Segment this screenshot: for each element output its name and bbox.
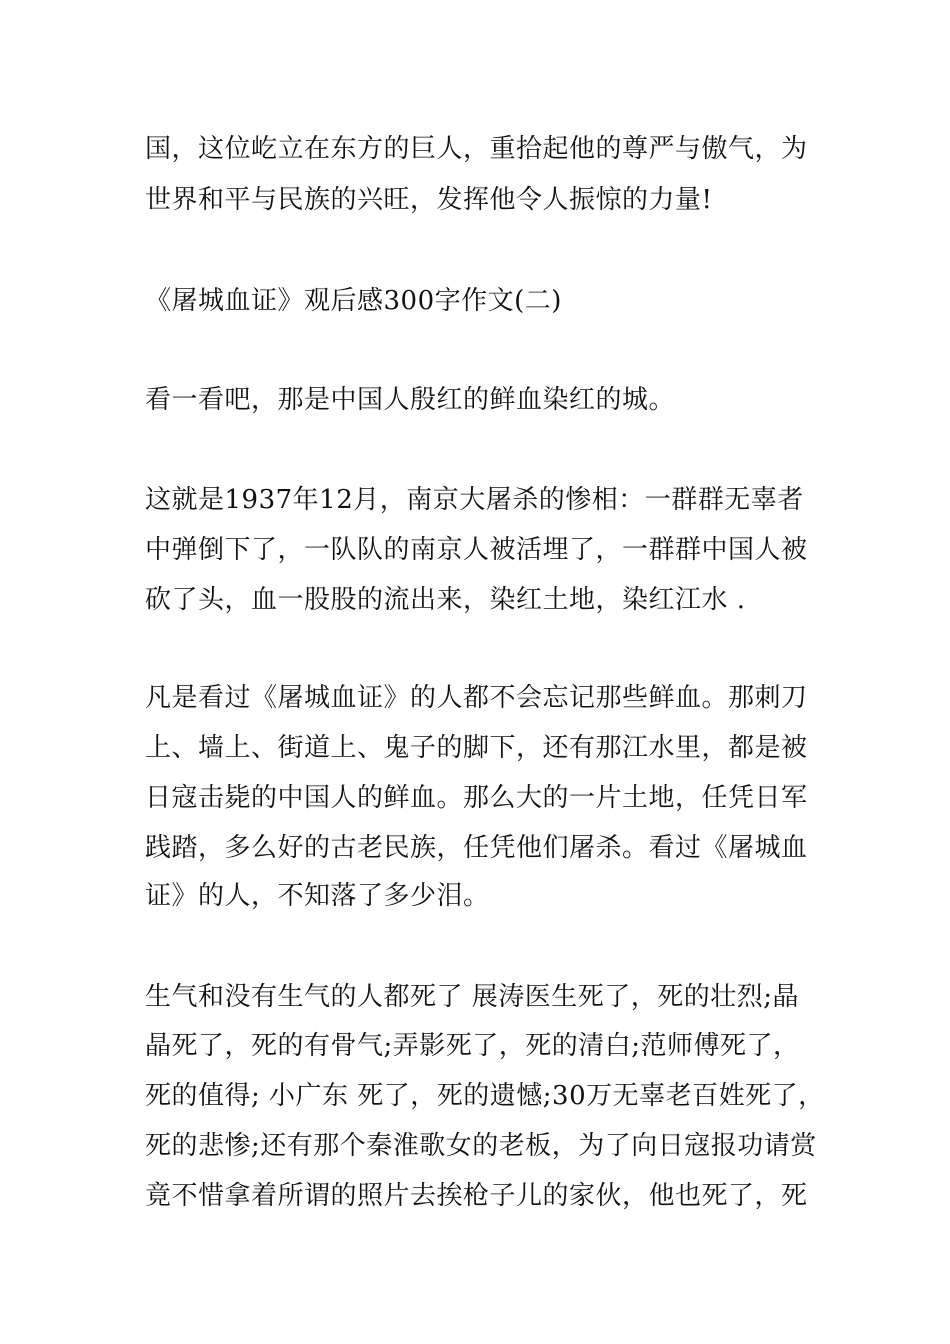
text-line: 中弹倒下了，一队队的南京人被活埋了，一群群中国人被 — [145, 535, 808, 565]
text-line: 死的悲惨;还有那个秦淮歌女的老板，为了向日寇报功请赏 — [145, 1131, 817, 1161]
text-line: 凡是看过《屠城血证》的人都不会忘记那些鲜血。那刺刀 — [145, 683, 808, 713]
text-line: 生气和没有生气的人都死了 展涛医生死了，死的壮烈;晶 — [145, 982, 800, 1012]
text-line: 上、墙上、街道上、鬼子的脚下，还有那江水里，都是被 — [145, 733, 808, 763]
text-line: 日寇击毙的中国人的鲜血。那么大的一片土地，任凭日军 — [145, 783, 808, 813]
text-line: 砍了头，血一股股的流出来，染红土地，染红江水 . — [145, 585, 746, 615]
text-line: 晶死了，死的有骨气;弄影死了，死的清白;范师傅死了， — [145, 1031, 800, 1061]
text-line: 践踏，多么好的古老民族，任凭他们屠杀。看过《屠城血 — [145, 833, 808, 863]
text-line: 这就是1937年12月，南京大屠杀的惨相：一群群无辜者 — [145, 485, 804, 515]
text-line: 死的值得; 小广东 死了，死的遗憾;30万无辜老百姓死了， — [145, 1081, 825, 1111]
text-line: 世界和平与民族的兴旺，发挥他令人振惊的力量! — [145, 185, 713, 215]
text-line: 证》的人，不知落了多少泪。 — [145, 881, 490, 911]
essay-title: 《屠城血证》观后感300字作文(二) — [145, 286, 562, 316]
text-line: 国，这位屹立在东方的巨人，重拾起他的尊严与傲气，为 — [145, 134, 808, 164]
text-line: 看一看吧，那是中国人殷红的鲜血染红的城。 — [145, 385, 676, 415]
text-line: 竟不惜拿着所谓的照片去挨枪子儿的家伙，他也死了，死 — [145, 1181, 808, 1211]
